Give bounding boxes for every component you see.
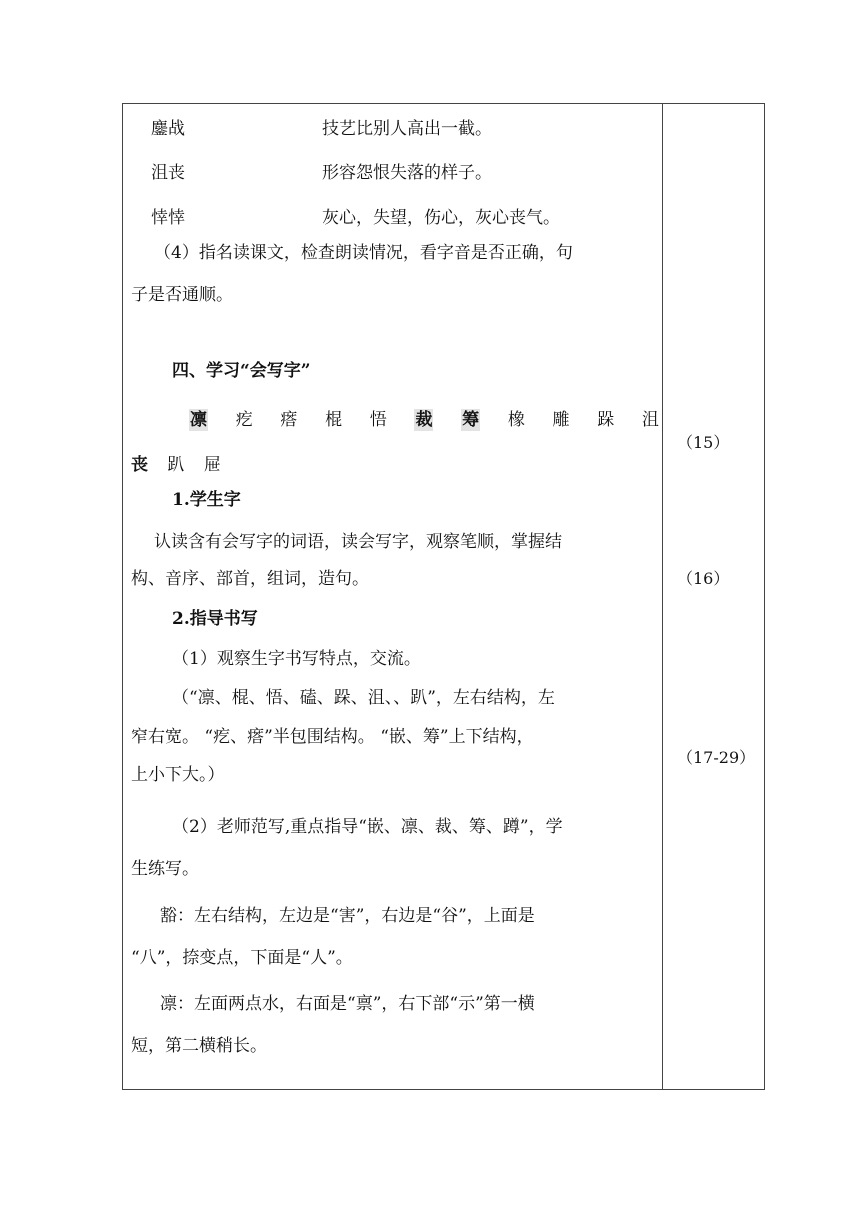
char-highlighted: 筹: [462, 410, 480, 430]
section-heading: 四、学习“会写字”: [172, 361, 311, 381]
paragraph-line: 构、音序、部首，组词，造句。: [131, 569, 369, 589]
char-highlighted: 裁: [415, 410, 433, 430]
column-divider: [662, 104, 663, 1089]
timing-label: （16）: [677, 569, 730, 588]
paragraph-line: （2）老师范写,重点指导“嵌、凛、裁、筹、蹲”，学: [172, 817, 563, 837]
char: 疙: [235, 410, 253, 430]
vocab-term: 悻悻: [151, 208, 185, 228]
char: 跺: [597, 410, 615, 430]
char: 雕: [552, 410, 570, 430]
char-row: [189, 409, 659, 431]
paragraph-line: “八”，捺变点，下面是“人”。: [131, 948, 353, 968]
vocab-meaning: 灰心，失望，伤心，灰心丧气。: [322, 208, 560, 228]
char: 瘩: [280, 410, 298, 430]
paragraph-line: 豁：左右结构，左边是“害”，右边是“谷”，上面是: [160, 906, 535, 926]
char: 悟: [369, 410, 387, 430]
char-row: [131, 454, 221, 476]
char-bold: 丧: [131, 455, 148, 475]
paragraph-line: 凛：左面两点水，右面是“禀”，右下部“示”第一横: [160, 994, 535, 1014]
vocab-meaning: 形容怨恨失落的样子。: [322, 163, 492, 183]
paragraph-line: 上小下大。）: [131, 765, 225, 785]
paragraph-line: 短，第二横稍长。: [131, 1036, 267, 1056]
char-highlighted: 凛: [190, 410, 207, 430]
char: 棍: [325, 410, 343, 430]
vocab-meaning: 技艺比别人高出一截。: [322, 119, 492, 139]
subsection-heading: 1.学生字: [172, 490, 241, 510]
char: 橡: [507, 410, 525, 430]
paragraph-line: 认读含有会写字的词语，读会写字，观察笔顺，掌握结: [154, 532, 562, 552]
paragraph-line: （“凛、棍、悟、磕、跺、沮、、趴”，左右结构，左: [172, 688, 555, 708]
vocab-term: 沮丧: [151, 163, 185, 183]
step4-line: 子是否通顺。: [131, 285, 233, 305]
char: 趴: [167, 455, 185, 475]
paragraph-line: （1）观察生字书写特点，交流。: [172, 649, 421, 669]
char: 屉: [203, 455, 221, 475]
step4-line: （4）指名读课文，检查朗读情况，看字音是否正确，句: [154, 243, 573, 263]
timing-label: （17-29）: [677, 748, 756, 767]
subsection-heading: 2.指导书写: [172, 609, 258, 629]
vocab-term: 鏖战: [151, 119, 185, 139]
char: 沮: [641, 410, 659, 430]
timing-label: （15）: [677, 433, 730, 452]
paragraph-line: 生练写。: [131, 859, 199, 879]
paragraph-line: 窄右宽。 “疙、瘩”半包围结构。 “嵌、筹”上下结构，: [131, 727, 534, 747]
